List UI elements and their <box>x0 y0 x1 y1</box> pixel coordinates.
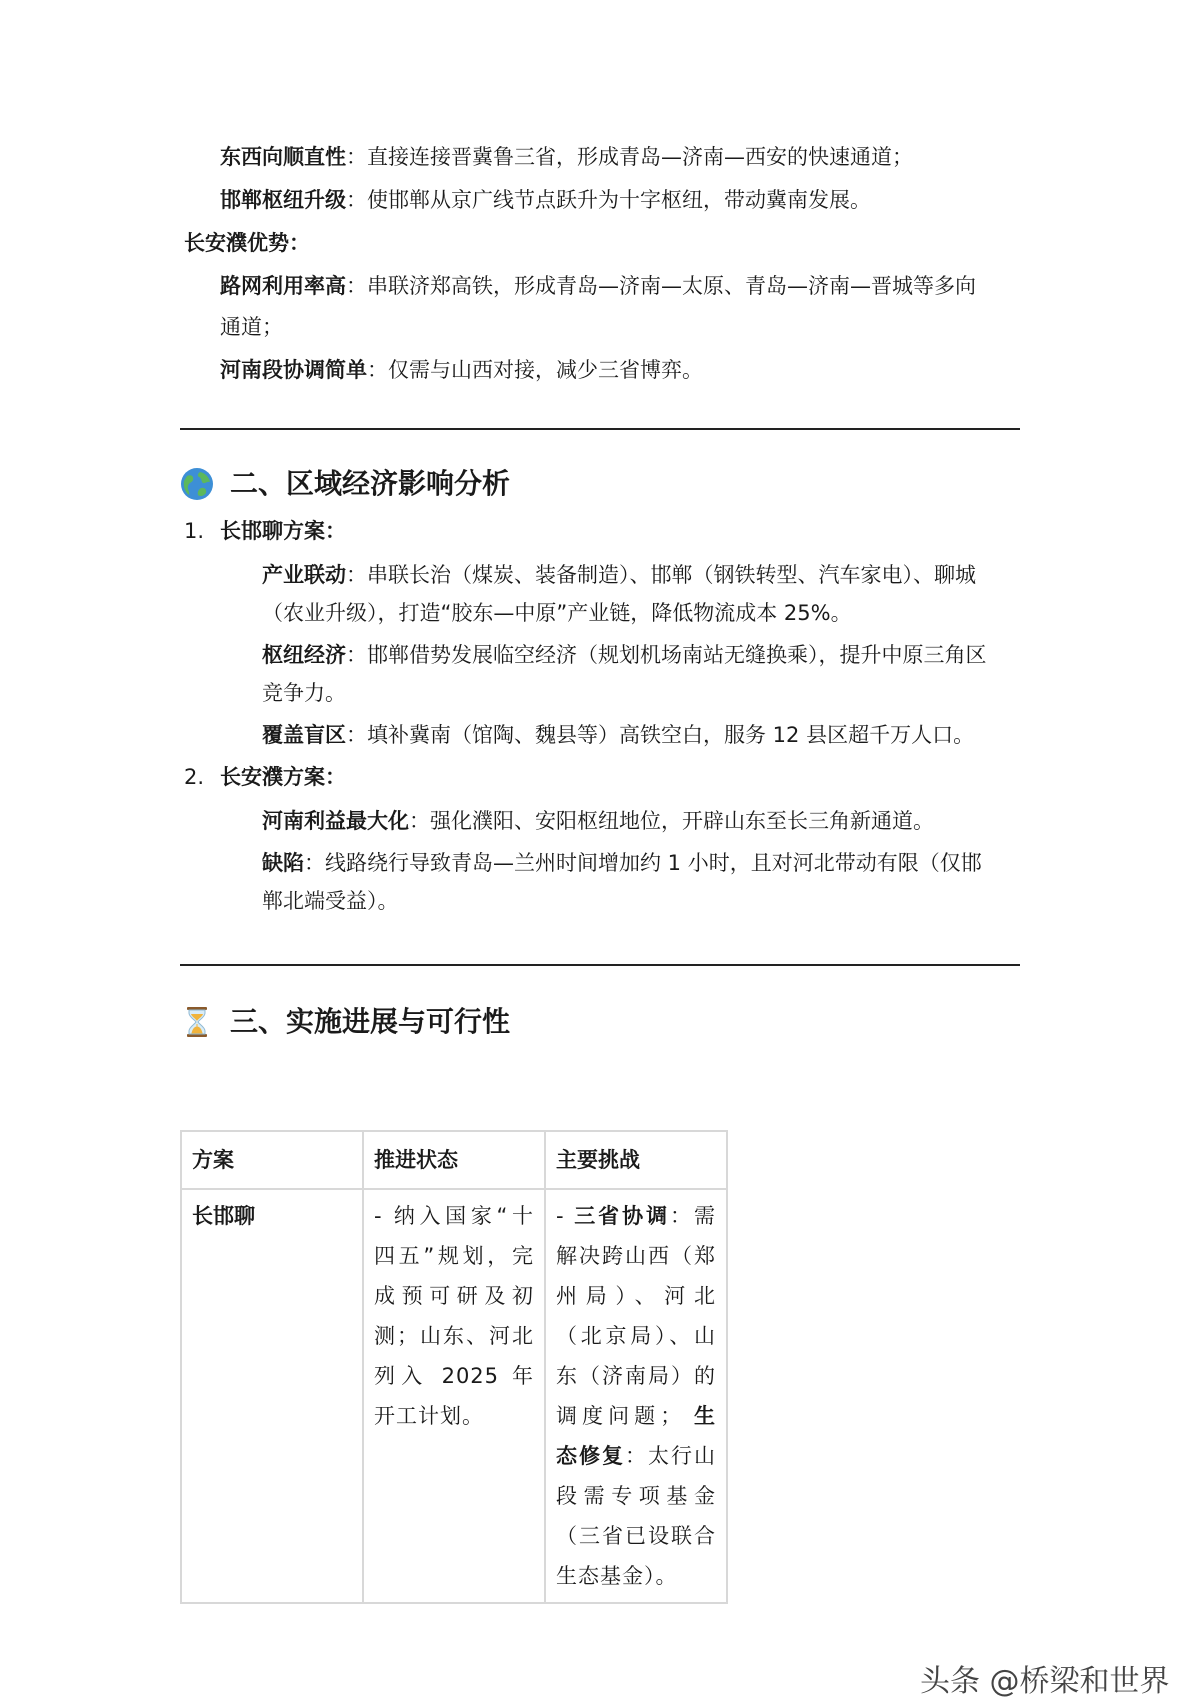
item-text: ：仅需与山西对接，减少三省博弈。 <box>367 358 703 382</box>
item-label: 邯郸枢纽升级 <box>220 188 346 212</box>
hourglass-icon <box>180 1005 214 1039</box>
table-cell-plan: 长邯聊 <box>181 1189 363 1603</box>
table-cell-challenge: - 三省协调：需解决跨山西（郑州局）、河北（北京局）、山东（济南局）的调度问题； 生态修复：太行山段需专项基金（三省已设联合生态基金）。 <box>545 1189 727 1603</box>
item-text: ：使邯郸从京广线节点跃升为十字枢纽，带动冀南发展。 <box>346 188 871 212</box>
section-divider <box>180 428 1020 430</box>
point-coverage: 覆盖盲区：填补冀南（馆陶、魏县等）高铁空白，服务 12 县区超千万人口。 <box>262 723 975 747</box>
section3-heading <box>180 1002 510 1042</box>
item-east-west <box>220 142 913 172</box>
item-text: ：串联济郑高铁，形成青岛—济南—太原、青岛—济南—晋城等多向 <box>346 274 976 298</box>
table-row <box>181 1189 727 1603</box>
globe-icon <box>180 467 214 501</box>
item-label: 河南段协调简单 <box>220 358 367 382</box>
section2-heading <box>180 464 510 504</box>
point-industry: 产业联动：串联长治（煤炭、装备制造）、邯郸（钢铁转型、汽车家电）、聊城 <box>262 563 976 587</box>
item-network-usage <box>220 271 976 301</box>
point-hub-economy-cont: 竞争力。 <box>262 681 346 705</box>
point-defect-cont: 郸北端受益）。 <box>262 889 399 913</box>
section-title: 三、实施进展与可行性 <box>230 1005 511 1038</box>
table-cell-status: - 纳入国家“十四五”规划，完成预可研及初测；山东、河北列入 2025 年开工计划。 <box>363 1189 545 1603</box>
table-header: 方案 <box>181 1131 363 1189</box>
table-header: 推进状态 <box>363 1131 545 1189</box>
section-title: 二、区域经济影响分析 <box>230 467 511 500</box>
point-defect: 缺陷：线路绕行导致青岛—兰州时间增加约 1 小时，且对河北带动有限（仅邯 <box>262 851 982 875</box>
table-header-row <box>181 1131 727 1189</box>
list-item-2: 2. 长安濮方案： <box>184 765 346 789</box>
table-header: 主要挑战 <box>545 1131 727 1189</box>
item-henan-coordination <box>220 355 703 385</box>
point-hub-economy: 枢纽经济：邯郸借势发展临空经济（规划机场南站无缝换乘），提升中原三角区 <box>262 643 987 667</box>
item-network-usage-cont: 通道； <box>220 315 283 339</box>
item-handan-hub <box>220 185 871 215</box>
item-text: ：直接连接晋冀鲁三省，形成青岛—济南—西安的快速通道； <box>346 145 913 169</box>
watermark: 头条 @桥梁和世界 <box>920 1664 1170 1699</box>
point-henan-benefit: 河南利益最大化：强化濮阳、安阳枢纽地位，开辟山东至长三角新通道。 <box>262 809 934 833</box>
item-label: 东西向顺直性 <box>220 145 346 169</box>
point-industry-cont: （农业升级），打造“胶东—中原”产业链，降低物流成本 25%。 <box>262 601 852 625</box>
section-divider <box>180 964 1020 966</box>
item-label: 路网利用率高 <box>220 274 346 298</box>
progress-table <box>180 1130 728 1604</box>
list-item-1: 1. 长邯聊方案： <box>184 519 346 543</box>
advantage-label: 长安濮优势： <box>184 231 310 255</box>
